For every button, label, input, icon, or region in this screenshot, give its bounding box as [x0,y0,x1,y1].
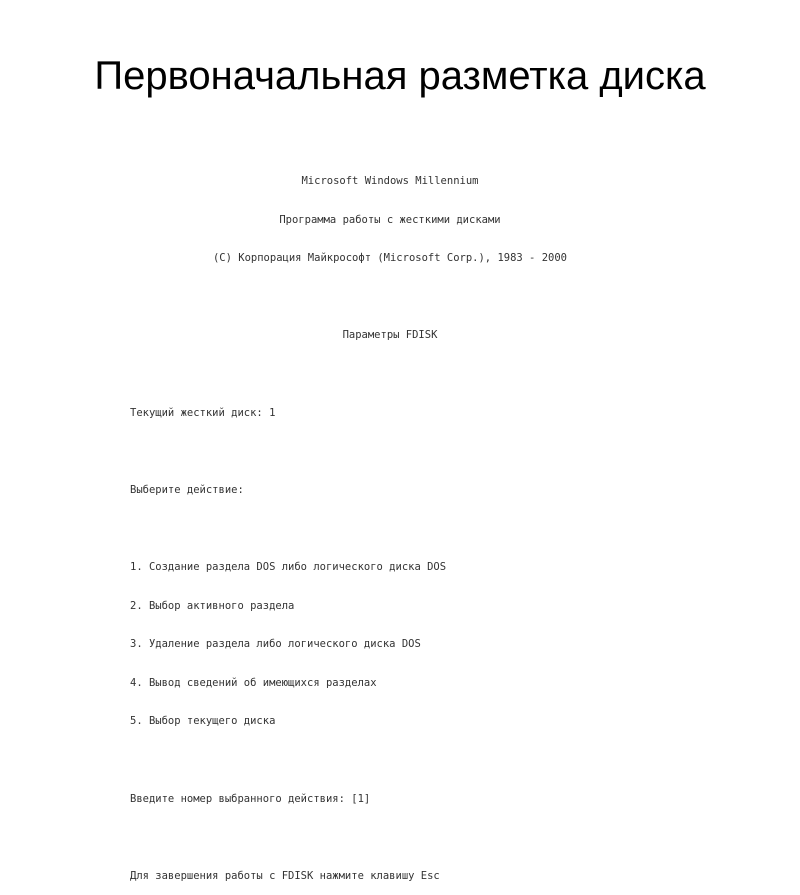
copyright-line: (C) Корпорация Майкрософт (Microsoft Corp.), 1983 - 2000 [212,252,567,265]
product-name: Microsoft Windows Millennium [301,175,479,187]
menu-option-display-info[interactable]: 4. Вывод сведений об имеющихся разделах [130,676,377,689]
menu-option-delete-partition[interactable]: 3. Удаление раздела либо логического диска DOS [130,638,421,651]
spacer [130,444,650,459]
spacer [130,830,650,845]
spacer [130,521,650,536]
spacer [130,753,650,768]
choose-action-label: Выберите действие: [130,483,244,496]
exit-hint: Для завершения работы с FDISK нажмите клавишу Esc [130,869,440,882]
menu-title: Параметры FDISK [342,329,438,342]
menu-option-set-active[interactable]: 2. Выбор активного раздела [130,599,295,612]
slide-title: Первоначальная разметка диска [94,54,706,98]
menu-option-create-partition[interactable]: 1. Создание раздела DOS либо логического диска DOS [130,560,447,573]
program-name: Программа работы с жесткими дисками [279,213,501,226]
spacer [130,290,650,305]
fdisk-console-screen [130,150,650,895]
current-disk-label: Текущий жесткий диск: 1 [130,406,276,419]
spacer [130,367,650,382]
menu-option-change-disk[interactable]: 5. Выбор текущего диска [130,715,276,728]
choice-prompt-input[interactable]: Введите номер выбранного действия: [1] [130,792,371,805]
